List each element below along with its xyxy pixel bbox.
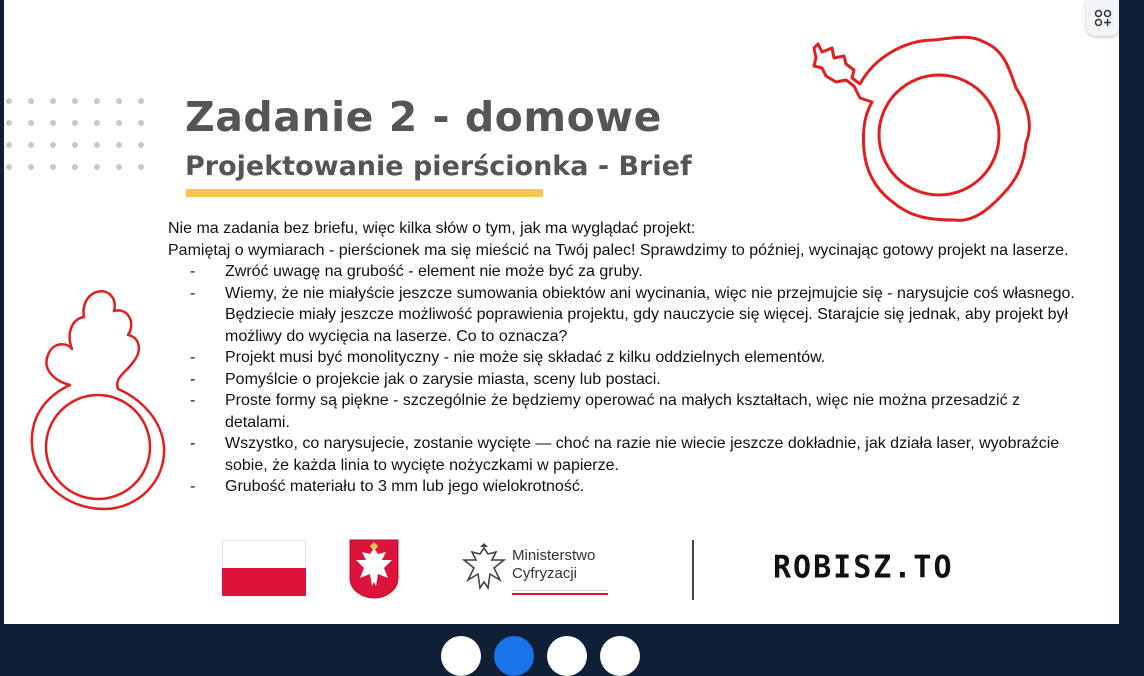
grid-dot [94, 142, 100, 148]
list-item: - Zwróć uwagę na grubość - element nie może być za gruby. [168, 261, 1088, 283]
bottom-control-1[interactable] [441, 636, 481, 676]
list-item: - Wiemy, że nie miałyście jeszcze sumowania obiektów ani wycinania, więc nie przejmujcie się - narysujcie coś własnego. Będziecie miały jeszcze możliwość poprawienia projektu, gdy nauczycie się więcej. Starajcie się jednak, aby projekt był możliwy do wycięcia na laserze. Co to oznacza? [168, 283, 1088, 348]
list-item: - Projekt musi być monolityczny - nie może się składać z kilku oddzielnych elementów. [168, 347, 1088, 369]
grid-dot [94, 98, 100, 104]
grid-dot [72, 120, 78, 126]
polish-flag [222, 540, 306, 596]
list-item: - Wszystko, co narysujecie, zostanie wycięte — choć na razie nie wiecie jeszcze dokładnie, jak działa laser, wyobraźcie sobie, że każda linia to wycięte nożyczkami w papierze. [168, 433, 1088, 476]
grid-dot [28, 98, 34, 104]
grid-dot [116, 164, 122, 170]
list-item: - Grubość materiału to 3 mm lub jego wielokrotność. [168, 476, 1088, 498]
list-item: - Pomyślcie o projekcie jak o zarysie miasta, sceny lub postaci. [168, 369, 1088, 391]
grid-dot [50, 142, 56, 148]
logo-bar [4, 530, 1119, 610]
slide-menu-button[interactable] [1086, 0, 1119, 36]
grid-dot [50, 120, 56, 126]
grid-dot [94, 120, 100, 126]
grid-dot [28, 142, 34, 148]
intro-line: Pamiętaj o wymiarach - pierścionek ma się mieścić na Twój palec! Sprawdzimy to później, wycinając gotowy projekt na laserze. [168, 241, 1069, 259]
grid-dot [138, 164, 144, 170]
slide [4, 0, 1119, 624]
ministry-name [512, 547, 595, 583]
grid-dot [6, 98, 12, 104]
bottom-control-3[interactable] [547, 636, 587, 676]
add-widget-icon [1094, 9, 1112, 27]
grid-dot [28, 120, 34, 126]
ministry-line-1: Ministerstwo [512, 547, 596, 564]
robisz-logo: ROBISZ.TO [773, 549, 954, 586]
ring-outline-top-right [804, 28, 1044, 228]
brief-text [168, 218, 1088, 498]
list-item: - Proste formy są piękne - szczególnie że będziemy operować na małych kształtach, więc nie można przesadzić z detalami. [168, 390, 1088, 433]
grid-dot [94, 164, 100, 170]
ring-outline-left [14, 285, 184, 515]
grid-dot [6, 142, 12, 148]
grid-dot [28, 164, 34, 170]
ministry-eagle-icon [460, 542, 508, 596]
grid-dot [50, 164, 56, 170]
slide-title: Zadanie 2 - domowe [185, 93, 662, 141]
ministry-line-2: Cyfryzacji [512, 565, 578, 582]
subtitle-underline [186, 189, 543, 197]
polish-emblem-icon [348, 538, 400, 600]
brief-list [168, 261, 1088, 498]
grid-dot [116, 142, 122, 148]
grid-dot [116, 120, 122, 126]
grid-dot [72, 98, 78, 104]
bottom-control-2[interactable] [494, 636, 534, 676]
slide-subtitle: Projektowanie pierścionka - Brief [185, 151, 692, 182]
grid-dot [138, 142, 144, 148]
grid-dot [72, 142, 78, 148]
intro-line: Nie ma zadania bez briefu, więc kilka słów o tym, jak ma wyglądać projekt: [168, 220, 696, 237]
ministry-flag-bar [512, 590, 608, 595]
grid-dot [138, 120, 144, 126]
grid-dot [116, 98, 122, 104]
grid-dot [6, 120, 12, 126]
grid-dot [138, 98, 144, 104]
bottom-control-4[interactable] [600, 636, 640, 676]
logo-divider [692, 540, 694, 600]
grid-dot [6, 164, 12, 170]
grid-dot [50, 98, 56, 104]
grid-dot [72, 164, 78, 170]
